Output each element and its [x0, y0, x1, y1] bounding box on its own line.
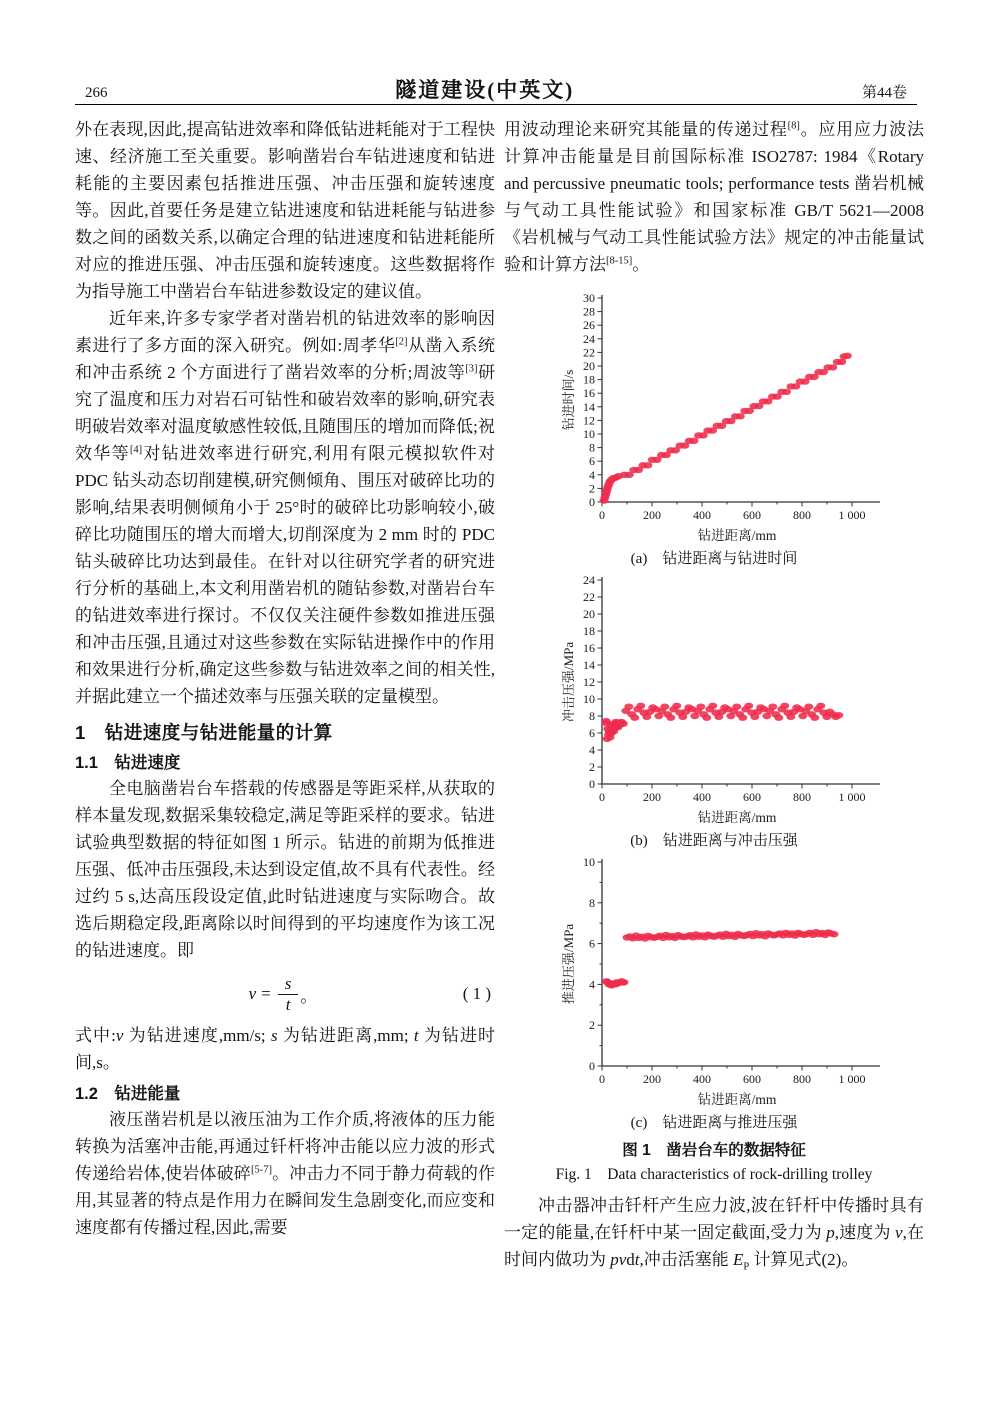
svg-text:1 000: 1 000 [838, 508, 866, 522]
paragraph: 式中:v 为钻进速度,mm/s; s 为钻进距离,mm; t 为钻进时间,s。 [75, 1026, 496, 1072]
svg-text:10: 10 [583, 427, 595, 441]
left-column [75, 116, 495, 1241]
svg-text:8: 8 [589, 709, 595, 723]
svg-text:8: 8 [589, 895, 595, 910]
section-heading-1-2: 1.2 钻进能量 [75, 1085, 181, 1103]
svg-text:800: 800 [793, 508, 811, 522]
chart-c-caption: (c) 钻进距离与推进压强 [630, 1115, 798, 1131]
svg-text:2: 2 [589, 481, 595, 496]
svg-text:24: 24 [583, 331, 595, 346]
svg-text:16: 16 [583, 386, 595, 401]
chart-a-plot [504, 292, 924, 546]
svg-text:4: 4 [589, 743, 595, 757]
svg-text:0: 0 [589, 1059, 595, 1073]
svg-text:16: 16 [583, 641, 595, 655]
svg-text:24: 24 [583, 574, 595, 587]
figure-1 [504, 292, 924, 1184]
svg-text:1 000: 1 000 [838, 1072, 866, 1086]
svg-text:钻进距离/mm: 钻进距离/mm [697, 528, 777, 543]
equation-1 [75, 972, 495, 1016]
paragraph: 外在表现,因此,提高钻进效率和降低钻进耗能对于工程快速、经济施工至关重要。影响凿岩台车钻进速度和钻进耗能的主要因素包括推进压强、冲击压强和旋转速度等。因此,首要任务是建立钻进速度和钻进耗能与钻进参数之间的函数关系,以确定合理的钻进速度和钻进耗能所对应的推进压强、冲击压强和旋转速度。这些数据将作为指导施工中凿岩台车钻进参数设定的建议值。 [75, 120, 495, 301]
paragraph: 液压凿岩机是以液压油为工作介质,将液体的压力能转换为活塞冲击能,再通过钎杆将冲击能以应力波的形式传递给岩体,使岩体破碎[5-7]。冲击力不同于静力荷载的作用,其显著的特点是作用力在瞬间发生急剧变化,而应变和速度都有传播过程,因此,需要 [75, 1110, 495, 1237]
svg-text:22: 22 [583, 345, 595, 360]
svg-text:200: 200 [643, 508, 661, 522]
svg-text:0: 0 [599, 790, 605, 804]
svg-text:0: 0 [589, 495, 595, 509]
equation-equals: = [261, 984, 271, 1003]
svg-text:20: 20 [583, 607, 595, 621]
svg-text:10: 10 [583, 692, 595, 706]
svg-text:6: 6 [589, 726, 595, 740]
svg-text:22: 22 [583, 590, 595, 604]
section-heading-1: 1 钻进速度与钻进能量的计算 [75, 722, 333, 743]
chart-a [504, 292, 924, 568]
svg-text:4: 4 [589, 467, 595, 482]
svg-text:400: 400 [693, 790, 711, 804]
svg-text:600: 600 [743, 508, 761, 522]
svg-text:冲击压强/MPa: 冲击压强/MPa [561, 641, 576, 723]
svg-text:20: 20 [583, 359, 595, 373]
svg-text:10: 10 [583, 856, 595, 869]
svg-text:1 000: 1 000 [838, 790, 866, 804]
svg-text:30: 30 [583, 292, 595, 305]
svg-text:600: 600 [743, 1072, 761, 1086]
svg-text:12: 12 [583, 413, 595, 428]
equation-denominator: t [285, 994, 291, 1014]
figure-caption-en: Fig. 1 Data characteristics of rock-drilling trolley [555, 1166, 873, 1183]
equation-fraction [278, 974, 299, 1014]
svg-text:400: 400 [693, 508, 711, 522]
svg-text:800: 800 [793, 1072, 811, 1086]
svg-text:钻进距离/mm: 钻进距离/mm [697, 1092, 777, 1107]
svg-text:0: 0 [599, 1072, 605, 1086]
svg-text:6: 6 [589, 936, 595, 951]
svg-text:26: 26 [583, 318, 595, 333]
svg-text:6: 6 [589, 454, 595, 469]
equation-var-v: v [248, 984, 257, 1003]
svg-text:钻进时间/s: 钻进时间/s [561, 369, 576, 431]
paragraph: 近年来,许多专家学者对凿岩机的钻进效率的影响因素进行了多方面的深入研究。例如:周孝华[2]从凿入系统和冲击系统 2 个方面进行了凿岩效率的分析;周波等[3]研究了温度和压力对岩石可钻性和破岩效率的影响,研究表明破岩效率对温度敏感性较低,且随围压的增加而降低;祝效华等[4]对钻进效率进行研究,利用有限元模拟软件对 PDC 钻头动态切削建模,研究侧倾角、围压对破碎比功的影响,结果表明侧倾角小于 25°时的破碎比功影响较小,破碎比功随围压的增大而增大,切削深度为 2 mm 时的 PDC 钻头破碎比功达到最佳。在针对以往研究学者的研究进行分析的基础上,本文利用凿岩机的随钻参数,对凿岩台车的钻进效率进行探讨。不仅仅关注硬件参数如推进压强和冲击压强,且通过对这些参数在实际钻进操作中的作用和效果进行分析,确定这些参数与钻进效率之间的相关性,并据此建立一个描述效率与压强关联的定量模型。 [75, 309, 496, 706]
svg-text:800: 800 [793, 790, 811, 804]
section-heading-1-1: 1.1 钻进速度 [75, 754, 181, 772]
svg-text:0: 0 [599, 508, 605, 522]
paragraph: 冲击器冲击钎杆产生应力波,波在钎杆中传播时具有一定的能量,在钎杆中某一固定截面,受力为 p,速度为 v,在时间内做功为 pvdt,冲击活塞能 $E_P$ 计算见式(2)。 [504, 1196, 925, 1273]
equation-body [249, 974, 318, 1014]
volume-label: 第44卷 [861, 85, 907, 101]
svg-text:2: 2 [589, 760, 595, 774]
chart-c [504, 856, 924, 1132]
svg-text:0: 0 [589, 777, 595, 791]
svg-text:8: 8 [589, 440, 595, 455]
svg-text:28: 28 [583, 304, 595, 319]
svg-text:400: 400 [693, 1072, 711, 1086]
equation-number: ( 1 ) [462, 984, 492, 1003]
header-rule [75, 104, 917, 105]
svg-text:18: 18 [583, 624, 595, 638]
svg-text:200: 200 [643, 790, 661, 804]
chart-a-caption: (a) 钻进距离与钻进时间 [630, 551, 798, 567]
chart-c-plot [504, 856, 924, 1110]
equation-period: 。 [300, 986, 318, 1006]
svg-text:14: 14 [583, 658, 595, 672]
paragraph: 全电脑凿岩台车搭载的传感器是等距采样,从获取的样本量发现,数据采集较稳定,满足等距采样的要求。钻进试验典型数据的特征如图 1 所示。钻进的前期为低推进压强、低冲击压强段,未达到设定值,故不具有代表性。经过约 5 s,达高压段设定值,此时钻进速度与实际吻合。故选后期稳定段,距离除以时间得到的平均速度作为该工况的钻进速度。即 [75, 779, 495, 960]
svg-text:600: 600 [743, 790, 761, 804]
page-number: 266 [85, 85, 108, 101]
svg-text:12: 12 [583, 675, 595, 689]
svg-text:推进压强/MPa: 推进压强/MPa [561, 923, 576, 1005]
svg-text:14: 14 [583, 399, 595, 414]
figure-caption-cn: 图 1 凿岩台车的数据特征 [622, 1142, 806, 1159]
svg-text:18: 18 [583, 372, 595, 387]
svg-text:4: 4 [589, 977, 595, 992]
journal-title: 隧道建设(中英文) [395, 78, 575, 102]
chart-b-plot [504, 574, 924, 828]
svg-text:钻进距离/mm: 钻进距离/mm [697, 810, 777, 825]
chart-b [504, 574, 924, 850]
svg-text:200: 200 [643, 1072, 661, 1086]
svg-text:2: 2 [589, 1018, 595, 1033]
equation-numerator: s [278, 974, 299, 995]
right-column [504, 116, 924, 1273]
paragraph: 用波动理论来研究其能量的传递过程[8]。应用应力波法计算冲击能量是目前国际标准 ISO2787: 1984《Rotary and percussive pneumatic tools; performance tests 凿岩机械与气动工具性能试验》和国家标准 GB/T 5621—2008《岩机械与气动工具性能试验方法》规定的冲击能量试验和计算方法[8-15]。 [504, 120, 925, 274]
chart-b-caption: (b) 钻进距离与冲击压强 [630, 833, 798, 849]
page-header [85, 74, 907, 104]
